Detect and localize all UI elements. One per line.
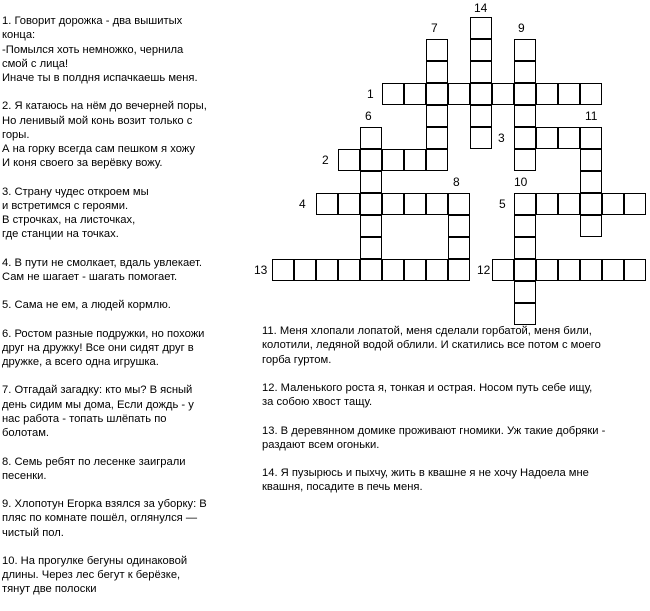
clue-number-2: 2 [322, 153, 329, 167]
clue-8: 8. Семь ребят по лесенке заиграли песенки. [2, 455, 186, 482]
crossword-cell[interactable] [382, 259, 404, 281]
clue-11: 11. Меня хлопали лопатой, меня сделали горбатой, меня били, колотили, ледяной водой облили. И скатились все потом с моего горба гуртом. [262, 325, 601, 366]
clue-4: 4. В пути не смолкает, вдаль увлекает. Сам не шагает - шагать помогает. [2, 256, 203, 283]
crossword-cell[interactable] [602, 193, 624, 215]
crossword-cell[interactable] [426, 39, 448, 61]
crossword-cell[interactable] [514, 259, 536, 281]
clue-number-3: 3 [498, 131, 505, 145]
crossword-cell[interactable] [558, 83, 580, 105]
crossword-cell[interactable] [338, 149, 360, 171]
crossword-cell[interactable] [470, 17, 492, 39]
crossword-cell[interactable] [514, 149, 536, 171]
clues-left-column [2, 0, 252, 611]
crossword-cell[interactable] [536, 193, 558, 215]
crossword-cell[interactable] [382, 149, 404, 171]
crossword-cell[interactable] [580, 193, 602, 215]
clue-number-7: 7 [431, 21, 438, 35]
clue-7: 7. Отгадай загадку: кто мы? В ясный день сидим мы дома, Если дождь - у нас работа - топать шлёпать по болотам. [2, 384, 194, 440]
crossword-cell[interactable] [514, 281, 536, 303]
clue-number-5: 5 [499, 197, 506, 211]
crossword-cell[interactable] [448, 83, 470, 105]
clue-number-1: 1 [367, 87, 374, 101]
clue-number-13: 13 [254, 263, 268, 277]
crossword-cell[interactable] [404, 193, 426, 215]
crossword-cell[interactable] [448, 215, 470, 237]
crossword-cell[interactable] [558, 193, 580, 215]
clue-12: 12. Маленького роста я, тонкая и острая. Носом путь себе ищу, за собою хвост тащу. [262, 382, 593, 409]
clue-number-14: 14 [474, 1, 488, 15]
crossword-cell[interactable] [360, 215, 382, 237]
crossword-cell[interactable] [514, 61, 536, 83]
crossword-cell[interactable] [338, 259, 360, 281]
clue-number-6: 6 [365, 109, 372, 123]
crossword-cell[interactable] [580, 127, 602, 149]
crossword-cell[interactable] [360, 259, 382, 281]
crossword-cell[interactable] [580, 259, 602, 281]
clue-number-8: 8 [453, 175, 460, 189]
crossword-cell[interactable] [580, 149, 602, 171]
crossword-cell[interactable] [492, 259, 514, 281]
crossword-cell[interactable] [470, 105, 492, 127]
crossword-cell[interactable] [470, 39, 492, 61]
crossword-cell[interactable] [448, 259, 470, 281]
crossword-cell[interactable] [382, 193, 404, 215]
crossword-cell[interactable] [360, 127, 382, 149]
clue-5: 5. Сама не ем, а людей кормлю. [2, 299, 171, 312]
crossword-cell[interactable] [514, 127, 536, 149]
crossword-cell[interactable] [536, 259, 558, 281]
clue-number-4: 4 [299, 197, 306, 211]
crossword-cell[interactable] [360, 171, 382, 193]
crossword-cell[interactable] [404, 83, 426, 105]
crossword-cell[interactable] [514, 39, 536, 61]
crossword-cell[interactable] [624, 259, 646, 281]
clue-2: 2. Я катаюсь на нём до вечерней поры, Но ленивый мой конь возит только с горы. А на горку всегда сам пешком я хожу И коня своего за верёвку вожу. [2, 100, 207, 170]
crossword-cell[interactable] [514, 193, 536, 215]
clue-9: 9. Хлопотун Егорка взялся за уборку: В пляс по комнате пошёл, оглянулся — чистый пол. [2, 498, 207, 539]
crossword-cell[interactable] [470, 83, 492, 105]
clue-3: 3. Страну чудес откроем мы и встретимся с героями. В строчках, на листочках, где станции на точках. [2, 185, 149, 241]
clue-number-11: 11 [585, 109, 598, 123]
crossword-cell[interactable] [448, 193, 470, 215]
crossword-cell[interactable] [448, 237, 470, 259]
clue-13: 13. В деревянном домике проживают гномики. Уж такие добряки - раздают всем огоньки. [262, 424, 606, 451]
crossword-cell[interactable] [294, 259, 316, 281]
crossword-cell[interactable] [536, 127, 558, 149]
crossword-cell[interactable] [514, 83, 536, 105]
crossword-cell[interactable] [580, 215, 602, 237]
crossword-cell[interactable] [580, 171, 602, 193]
crossword-cell[interactable] [360, 237, 382, 259]
clue-number-12: 12 [477, 263, 491, 277]
crossword-cell[interactable] [360, 149, 382, 171]
crossword-cell[interactable] [558, 127, 580, 149]
crossword-cell[interactable] [272, 259, 294, 281]
crossword-cell[interactable] [316, 259, 338, 281]
clue-1: 1. Говорит дорожка - два вышитых конца: -Помылся хоть немножко, чернила смой с лица! Иначе ты в полдня испачкаешь меня. [2, 15, 198, 85]
crossword-cell[interactable] [470, 127, 492, 149]
crossword-cell[interactable] [426, 105, 448, 127]
crossword-cell[interactable] [536, 83, 558, 105]
crossword-cell[interactable] [514, 105, 536, 127]
crossword-cell[interactable] [338, 193, 360, 215]
crossword-cell[interactable] [514, 237, 536, 259]
crossword-cell[interactable] [426, 83, 448, 105]
crossword-cell[interactable] [602, 259, 624, 281]
crossword-cell[interactable] [426, 193, 448, 215]
crossword-cell[interactable] [426, 149, 448, 171]
crossword-cell[interactable] [404, 149, 426, 171]
crossword-cell[interactable] [316, 193, 338, 215]
crossword-cell[interactable] [492, 83, 514, 105]
crossword-cell[interactable] [580, 83, 602, 105]
crossword-cell[interactable] [470, 61, 492, 83]
crossword-cell[interactable] [426, 61, 448, 83]
clue-number-9: 9 [518, 21, 525, 35]
clue-10: 10. На прогулке бегуны одинаковой длины. Через лес бегут к берёзке, тянут две полоски [2, 554, 188, 596]
crossword-cell[interactable] [382, 83, 404, 105]
clues-bottom-block [262, 310, 648, 509]
clue-number-10: 10 [514, 175, 528, 189]
crossword-cell[interactable] [426, 259, 448, 281]
crossword-cell[interactable] [360, 193, 382, 215]
crossword-cell[interactable] [624, 193, 646, 215]
clue-14: 14. Я пузырюсь и пыхчу, жить в квашне я не хочу Надоела мне квашня, посадите в печь меня. [262, 467, 589, 494]
clue-6: 6. Ростом разные подружки, но похожи друг на дружку! Все они сидят друг в дружке, а всего одна игрушка. [2, 327, 205, 369]
crossword-cell[interactable] [558, 259, 580, 281]
crossword-cell[interactable] [404, 259, 426, 281]
crossword-cell[interactable] [426, 127, 448, 149]
crossword-cell[interactable] [514, 215, 536, 237]
